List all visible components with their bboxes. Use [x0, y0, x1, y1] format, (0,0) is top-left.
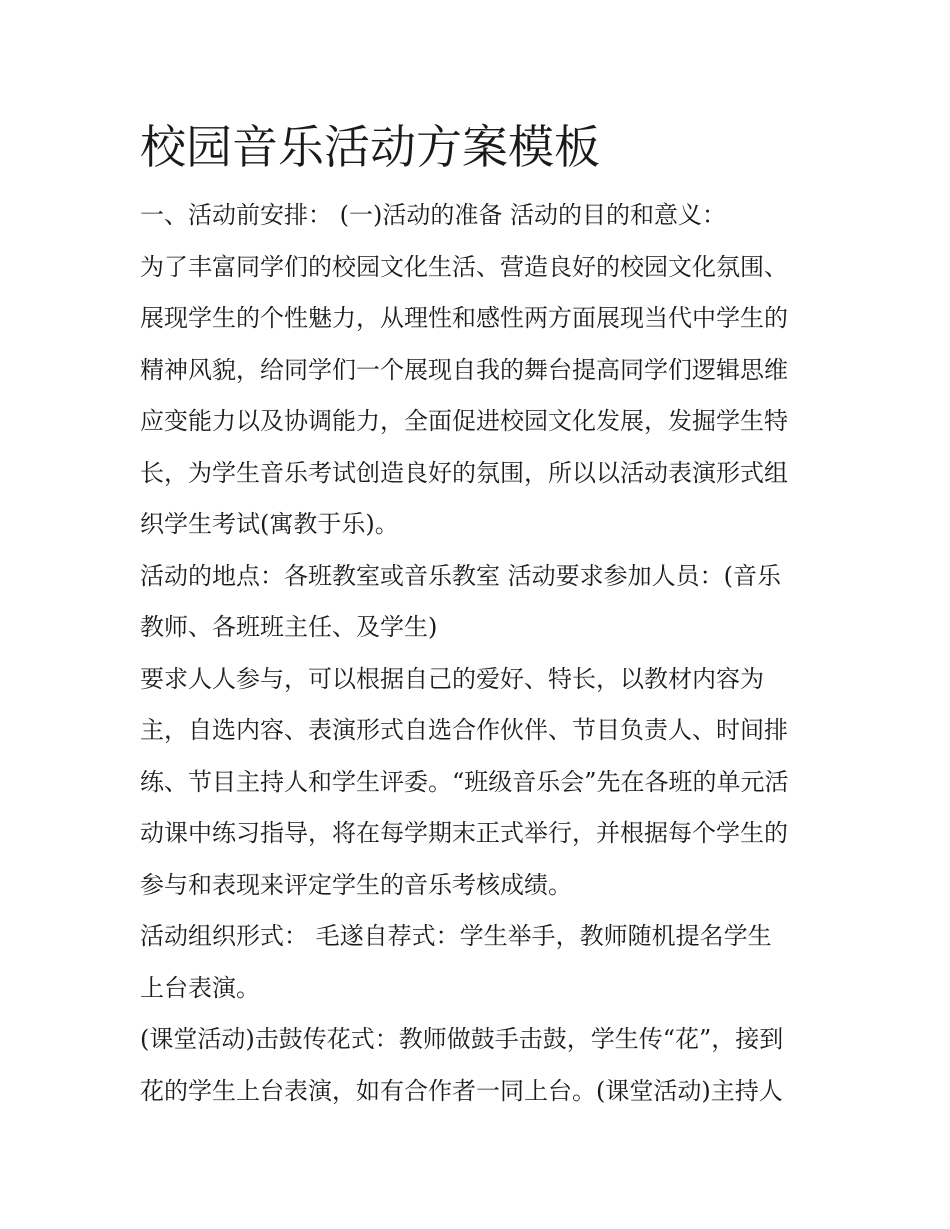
- text-line: 主，自选内容、表演形式自选合作伙伴、节目负责人、时间排: [140, 716, 788, 744]
- text-line: (课堂活动)击鼓传花式：教师做鼓手击鼓，学生传“花”，接到: [140, 1025, 784, 1053]
- text-line: 应变能力以及协调能力，全面促进校园文化发展，发掘学生特: [140, 407, 788, 435]
- text-line: 要求人人参与，可以根据自己的爱好、特长，以教材内容为: [140, 664, 764, 693]
- text-line: 展现学生的个性魅力，从理性和感性两方面展现当代中学生的: [140, 304, 788, 332]
- text-line: 花的学生上台表演，如有合作者一同上台。(课堂活动)主持人: [140, 1076, 783, 1105]
- text-line: 精神风貌，给同学们一个展现自我的舞台提高同学们逻辑思维: [140, 355, 788, 384]
- page-title: 校园音乐活动方案模板: [140, 120, 600, 174]
- text-line: 动课中练习指导，将在每学期末正式举行，并根据每个学生的: [140, 819, 788, 847]
- text-line: 为了丰富同学们的校园文化生活、营造良好的校园文化氛围、: [140, 252, 788, 281]
- text-line: 练、节目主持人和学生评委。“班级音乐会”先在各班的单元活: [140, 767, 789, 796]
- text-line: 活动组织形式： 毛遂自荐式：学生举手，教师随机提名学生: [140, 922, 772, 950]
- document-body: [140, 112, 816, 1117]
- text-line: 织学生考试(寓教于乐)。: [140, 510, 399, 538]
- text-line: 参与和表现来评定学生的音乐考核成绩。: [140, 870, 572, 899]
- text-line: 一、活动前安排： (一)活动的准备 活动的目的和意义：: [140, 201, 726, 229]
- text-line: 上台表演。: [140, 973, 260, 1002]
- text-line: 活动的地点：各班教室或音乐教室 活动要求参加人员：(音乐: [140, 561, 781, 590]
- text-line: 教师、各班班主任、及学生): [140, 613, 438, 641]
- text-line: 长，为学生音乐考试创造良好的氛围，所以以活动表演形式组: [140, 458, 788, 487]
